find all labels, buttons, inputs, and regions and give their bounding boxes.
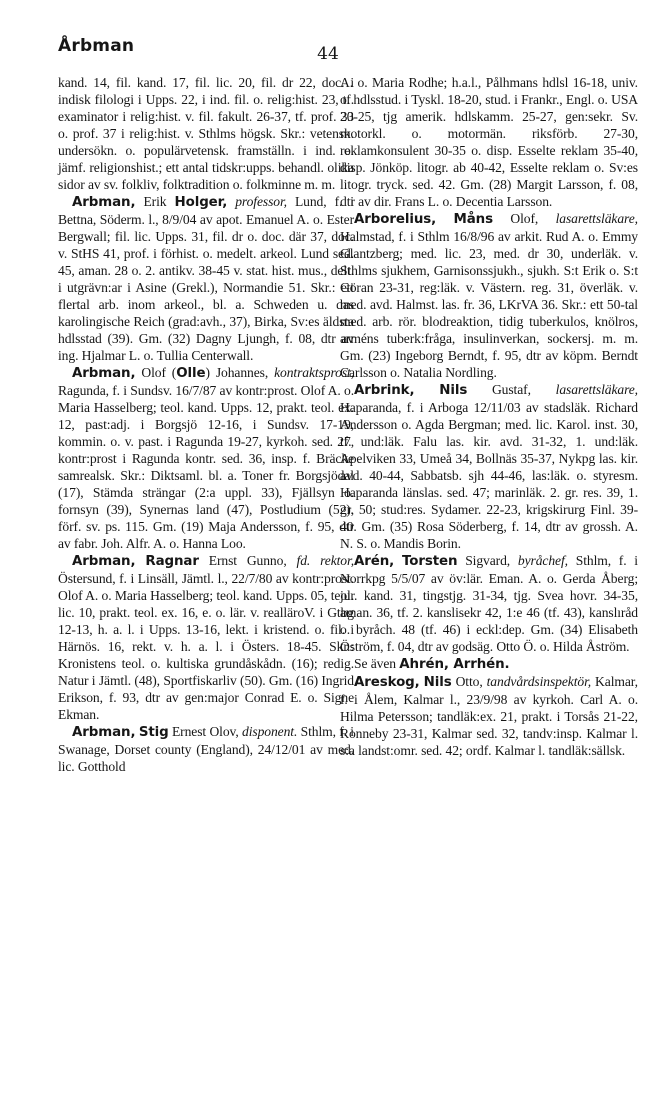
entry-surname: Arén, <box>354 554 395 569</box>
entry-after-given: Olof, <box>492 211 539 226</box>
entry-title: professor, <box>235 194 287 209</box>
entry-surname: Areskog, <box>354 675 420 690</box>
entry-title: lasarettsläkare, <box>555 211 638 226</box>
entry-surname: Arborelius, <box>354 212 437 227</box>
entry-surname: Arbman, <box>72 366 136 381</box>
entry-after-given: Gustaf, <box>467 382 531 397</box>
entry-surname: Arbman, <box>72 725 136 740</box>
entry-given-name: Nils <box>423 675 452 690</box>
entry-nils-arbrink <box>340 381 638 552</box>
see-also-prefix: Se även <box>354 656 396 671</box>
see-also-reference <box>340 655 638 673</box>
entry-given-name: Måns <box>453 212 493 227</box>
entry-lead <box>436 211 453 226</box>
entry-lead: Olof ( <box>135 365 177 380</box>
entry-body: Sthlm, f. i Swanage, Dorset county (England), 24/12/01 av med. lic. Gotthold <box>58 724 354 774</box>
entry-title: disponent. <box>242 724 298 739</box>
running-head: Årbman <box>58 36 135 56</box>
continuation-body: A. o. Maria Rodhe; h.a.l., Pålhmans hdlsl 16-18, univ. o. hdlsstud. i Tyskl. 18-20, stud. i Frankr., Engl. o. USA 20-25, tjg amerik. hdlskamm. 25-27, gen:sekr. Sv. motorkl. o. motormän. riksförb. 27-30, reklamkonsulent 30-35 o. disp. Esselte reklam 35-40, disp. Jönköp. litogr. ab 40-42, Esselte reklam o. Sv:es litogr. tryck. sed. 42. Gm. (28) Margit Larsson, f. 08, dtr av dir. Frans L. o. Decentia Larsson. <box>340 75 638 209</box>
page-number: 44 <box>317 44 339 64</box>
entry-lead <box>414 382 439 397</box>
entry-given-name: Stig <box>138 725 169 740</box>
entry-after-given: Ernest Olov, <box>168 724 239 739</box>
entry-given-name: Holger, <box>174 195 228 210</box>
entry-body: Halmstad, f. i Sthlm 16/8/96 av arkit. Rud A. o. Emmy Glantzberg; med. lic. 23, med. dr 30, underläk. v. Sthlms sjukhem, Garnisonssjukh., sjukh. S:t Erik o. S:t Göran 23-31, reg:läk. v. Västern. reg. 31, överläk. v. med. avd. Halmst. las. fr. 36, LKrVA 36. Skr.: ett 50-tal med. arb. rör. blodreaktion, tidig tuberkulos, knölros, arméns tuberk:fråga, insulinverkan, sockersj. m. m. Gm. (23) Ingeborg Berndt, f. 95, dtr av köpm. Berndt Carlsson o. Natalia Nordling. <box>340 229 638 380</box>
entry-surname: Arbman, <box>72 554 136 569</box>
entry-after-given: Sigvard, <box>457 553 511 568</box>
entry-torsten-aren <box>340 552 638 655</box>
continuation-text <box>58 74 354 193</box>
entry-title: fd. rektor, <box>296 553 354 568</box>
entry-given-name: Ragnar <box>145 554 199 569</box>
entry-olof-arbman <box>58 364 354 552</box>
entry-stig-arbman <box>58 723 354 775</box>
entry-lead <box>135 553 145 568</box>
entry-given-name: Nils <box>439 383 468 398</box>
entry-surname: Arbman, <box>72 195 136 210</box>
continuation-body: kand. 14, fil. kand. 17, fil. lic. 20, fil. dr 22, doc. i indisk filologi i Upps. 22, i ind. fil. o. relig:hist. 23, tf. examinator i relig:hist. v. fil. fakult. 26-37, tf. prof. 33 o. prof. 37 i relig:hist. v. Sthlms högsk. Skr.: vetensk. undersökn. o. populärvetensk. framställn. i ind. o. jämf. religionshist.; ett antal tidskr:upps. behandl. olika sidor av sv. folkliv, folktradition o. folkminne m. m. <box>58 75 354 192</box>
entry-title: tandvårdsinspektör, <box>486 674 592 689</box>
continuation-text <box>340 74 638 210</box>
entry-body: Östersund, f. i Linsäll, Jämtl. l., 22/7/80 av kontr:prost. Olof A. o. Maria Hasselberg; teol. kand. Upps. 05, teol. lic. 10, prakt. teol. ex. 16, e. o. lär. v. realläroV. i Gtbg 12-13, h. a. l. i Upps. 13-16, lekt. i kristend. o. fil. i Härnös. 16, rekt. v. h. a. l. i Östers. 18-45. Skr.: Kronistens teol. o. kultiska grundåskådn. (16); redig. Natur i Jämtl. (48), Sportfiskarliv (50). Gm. (16) Ingrid Erikson, f. 93, dtr av gen:major Conrad E. o. Signe Ekman. <box>58 571 354 722</box>
entry-surname: Arbrink, <box>354 383 415 398</box>
entry-title: kontraktsprost, <box>274 365 354 380</box>
entry-body: Lund, f. i Bettna, Söderm. l., 8/9/04 av apot. Emanuel A. o. Ester Bergwall; fil. lic. Upps. 31, fil. dr o. doc. där 37, doc. v. StHS 41, prof. i förhist. o. medelt. arkeol. Lund sed. 45, aman. 28 o. 2. antikv. 38-45 v. stat. hist. mus., delt. i utgrävn:ar i Asine (Grekl.), Normandie 51. Skr.: ett flertal arb. inom arkeol., bl. a. Schweden u. das karolingische Reich (grad:avh., 37), Birka, Sv:es äldsta hdlsstad (39). Gm. (32) Dagny Ljungh, f. 08, dtr av ing. Hjalmar L. o. Tullia Centerwall. <box>58 194 354 363</box>
entry-body: Haparanda, f. i Arboga 12/11/03 av stadsläk. Richard Andersson o. Agda Bergman; med. lic. Karol. inst. 30, tf. und:läk. Falu las. kir. avd. 31-32, 1. und:läk. Apelviken 33, Umeå 34, Bollnäs 35-37, Nykpg las. kir. avd. 40-44, Sabbatsb. sjh 44-46, las:läk. o. styresm. Haparanda länslas. sed. 47; marinläk. 2. gr. res. 39, 1. gr. 50; stud:res. Sydamer. 22-23, krigskirurg Finl. 39-40. Gm. (35) Rosa Söderberg, f. 14, dtr av grossh. A. N. S. o. Mandis Borin. <box>340 400 638 551</box>
entry-lead <box>394 553 402 568</box>
entry-after-given: Ernst Gunno, <box>198 553 287 568</box>
see-also-names: Ahrén, Arrhén. <box>399 657 510 672</box>
entry-after-given: Otto, <box>451 674 483 689</box>
entry-body: Kalmar, f. i Ålem, Kalmar l., 23/9/98 av kyrkoh. Carl A. o. Hilma Petersson; tandläk:ex. 21, prakt. i Torsås 21-22, Ronneby 23-31, Kalmar sed. 32, tandv:insp. Kalmar l. s:a landst:omr. sed. 42; ordf. Kalmar l. tandläk:sällsk. <box>340 674 638 758</box>
entry-nils-areskog <box>340 673 638 759</box>
entry-erik-holger-arbman <box>58 193 354 364</box>
right-column <box>340 74 638 759</box>
entry-title: byråchef, <box>517 553 568 568</box>
entry-given-name: Olle <box>176 366 206 381</box>
entry-title: lasarettsläkare, <box>555 382 638 397</box>
entry-ragnar-arbman <box>58 552 354 723</box>
entry-body: Ragunda, f. i Sundsv. 16/7/87 av kontr:prost. Olof A. o. Maria Hasselberg; teol. kand. Upps. 12, prakt. teol. ex. 12, past:adj. i Borgsjö 12-16, i Sundsv. 17-19, kommin. o. v. past. i Ragunda 19-27, kyrkoh. sed. 27, kontr:prost i Ragunda kontr. sed. 36, insp. f. Bräcke samrealsk. Skr.: Diktsaml. bl. a. Toner fr. Borgsjödal (17), Stämda strängar (2:a uppl. 33), Fjällsyn o. fornsyn (39), Synernas land (47), Postludium (52), förf. sv. ps. 115. Gm. (19) Maja Andersson, f. 95, dtr av fabr. Joh. Alfr. A. o. Hanna Loo. <box>58 383 354 551</box>
entry-lead: Erik <box>135 194 175 209</box>
entry-mans-arborelius <box>340 210 638 381</box>
entry-after-given: ) Johannes, <box>205 365 269 380</box>
entry-given-name: Torsten <box>401 554 458 569</box>
left-column <box>58 74 354 775</box>
entry-body: Sthlm, f. i Norrkpg 5/5/07 av öv:lär. Eman. A. o. Gerda Åberg; jur. kand. 31, tingstjg. 31-34, tjg. Svea hovr. 34-35, aman. 36, tf. 2. kanslisekr 42, 1:e 46 (tf. 43), kanslıråd o. byråch. 48 (tf. 46) i eckl:dep. Gm. (34) Elisabeth Öström, f. 04, dtr av godsäg. Otto Ö. o. Hilda Åström. <box>340 553 638 654</box>
